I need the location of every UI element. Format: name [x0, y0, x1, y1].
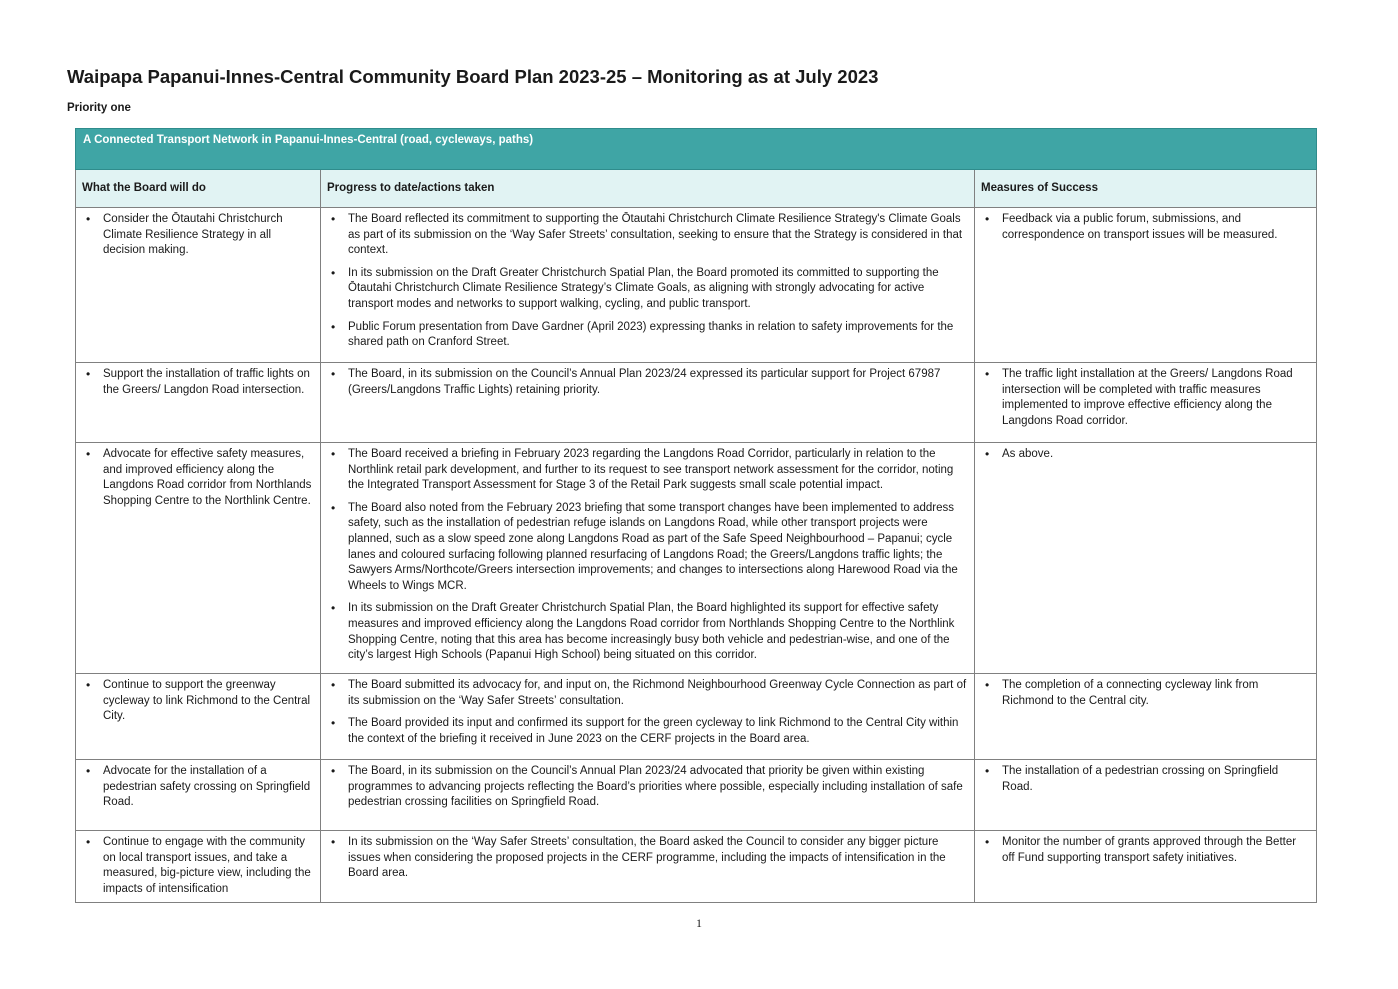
- bullet-list: [327, 678, 968, 747]
- bullet-list: [327, 764, 968, 811]
- bullet-list: [981, 764, 1310, 795]
- progress-cell: [321, 208, 975, 363]
- list-item: • In its submission on the ‘Way Safer Streets’ consultation, the Board asked the Council to consider any bigger picture issues when considering the proposed projects in the CERF programme, including the impacts of intensification in the Board area.: [327, 835, 968, 882]
- monitoring-table: [75, 128, 1317, 903]
- measures-cell: [975, 831, 1317, 903]
- table-row: [76, 831, 1317, 903]
- bullet-list: [981, 678, 1310, 709]
- list-item: • Monitor the number of grants approved through the Better off Fund supporting transport safety initiatives.: [981, 835, 1310, 866]
- bullet-list: [981, 212, 1310, 243]
- list-item: • The Board provided its input and confirmed its support for the green cycleway to link Richmond to the Central City within the context of the briefing it received in June 2023 on the CERF projects in the Board area.: [327, 716, 968, 747]
- list-item: • Advocate for the installation of a pedestrian safety crossing on Springfield Road.: [82, 764, 314, 811]
- measures-cell: [975, 760, 1317, 831]
- what-cell: [76, 760, 321, 831]
- list-item: • The installation of a pedestrian crossing on Springfield Road.: [981, 764, 1310, 795]
- table-row: [76, 674, 1317, 760]
- what-cell: [76, 443, 321, 674]
- list-item: • Continue to support the greenway cycleway to link Richmond to the Central City.: [82, 678, 314, 725]
- bullet-list: [327, 212, 968, 351]
- progress-cell: [321, 831, 975, 903]
- column-header-progress: Progress to date/actions taken: [321, 170, 975, 208]
- list-item: • The Board, in its submission on the Council’s Annual Plan 2023/24 advocated that priority be given within existing programmes to advancing projects reflecting the Board’s priorities where possible, especially including installation of safe pedestrian crossing facilities on Springfield Road.: [327, 764, 968, 811]
- bullet-list: [981, 367, 1310, 429]
- list-item: • In its submission on the Draft Greater Christchurch Spatial Plan, the Board highlighted its support for effective safety measures and improved efficiency along the Langdons Road corridor from Northlands Shopping Centre to the Northlink Shopping Centre, noting that this area has become increasingly busy both vehicle and pedestrian-wise, and one of the city’s largest High Schools (Papanui High School) being situated on this corridor.: [327, 601, 968, 663]
- progress-cell: [321, 363, 975, 443]
- list-item: • The Board, in its submission on the Council’s Annual Plan 2023/24 expressed its particular support for Project 67987 (Greers/Langdons Traffic Lights) retaining priority.: [327, 367, 968, 398]
- table-row: [76, 208, 1317, 363]
- progress-cell: [321, 674, 975, 760]
- bullet-list: [327, 835, 968, 882]
- progress-cell: [321, 443, 975, 674]
- page-number: 1: [696, 916, 702, 930]
- list-item: • The completion of a connecting cycleway link from Richmond to the Central city.: [981, 678, 1310, 709]
- table-banner: A Connected Transport Network in Papanui-Innes-Central (road, cycleways, paths): [76, 129, 1317, 170]
- section-subtitle: Priority one: [67, 102, 131, 114]
- list-item: • The Board also noted from the February 2023 briefing that some transport changes have been implemented to address safety, such as the installation of pedestrian refuge islands on Langdons Road, while other transport projects were planned, such as a slow speed zone along Langdons Road as part of the Safe Speed Neighbourhood – Papanui; cycle lanes and coloured surfacing following planned resurfacing of Langdons Road; the Greers/Langdons traffic lights; the Sawyers Arms/Northcote/Greers intersection improvements; and changes to intersections along Harewood Road via the Wheels to Wings MCR.: [327, 501, 968, 595]
- what-cell: [76, 363, 321, 443]
- what-cell: [76, 208, 321, 363]
- table-row: [76, 363, 1317, 443]
- what-cell: [76, 674, 321, 760]
- what-cell: [76, 831, 321, 903]
- table-row: [76, 443, 1317, 674]
- list-item: • Consider the Ōtautahi Christchurch Climate Resilience Strategy in all decision making.: [82, 212, 314, 259]
- list-item: • The traffic light installation at the Greers/ Langdons Road intersection will be completed with traffic measures implemented to improve effective efficiency along the Langdons Road corridor.: [981, 367, 1310, 429]
- bullet-list: [82, 764, 314, 811]
- bullet-list: [327, 447, 968, 664]
- page-title: Waipapa Papanui-Innes-Central Community Board Plan 2023-25 – Monitoring as at July 2023: [67, 66, 879, 87]
- list-item: • Support the installation of traffic lights on the Greers/ Langdon Road intersection.: [82, 367, 314, 398]
- column-header-what: What the Board will do: [76, 170, 321, 208]
- list-item: • The Board submitted its advocacy for, and input on, the Richmond Neighbourhood Greenway Cycle Connection as part of its submission on the ‘Way Safer Streets’ consultation.: [327, 678, 968, 709]
- table-body: [76, 208, 1317, 903]
- list-item: • Public Forum presentation from Dave Gardner (April 2023) expressing thanks in relation to safety improvements for the shared path on Cranford Street.: [327, 320, 968, 351]
- list-item: • Feedback via a public forum, submissions, and correspondence on transport issues will be measured.: [981, 212, 1310, 243]
- measures-cell: [975, 443, 1317, 674]
- measures-cell: [975, 363, 1317, 443]
- list-item: • In its submission on the Draft Greater Christchurch Spatial Plan, the Board promoted its committed to supporting the Ōtautahi Christchurch Climate Resilience Strategy’s Climate Goals, as aligning with strongly advocating for active transport modes and networks to support walking, cycling, and public transport.: [327, 266, 968, 313]
- list-item: • Continue to engage with the community on local transport issues, and take a measured, big-picture view, including the impacts of intensification: [82, 835, 314, 897]
- bullet-list: [82, 367, 314, 398]
- bullet-list: [82, 678, 314, 725]
- measures-cell: [975, 208, 1317, 363]
- list-item: • The Board reflected its commitment to supporting the Ōtautahi Christchurch Climate Resilience Strategy's Climate Goals as part of its submission on the ‘Way Safer Streets’ consultation, seeking to ensure that the Strategy is considered in that context.: [327, 212, 968, 259]
- list-item: • Advocate for effective safety measures, and improved efficiency along the Langdons Road corridor from Northlands Shopping Centre to the Northlink Centre.: [82, 447, 314, 509]
- list-item: • The Board received a briefing in February 2023 regarding the Langdons Road Corridor, particularly in relation to the Northlink retail park development, and further to its request to see transport network assessment for the corridor, noting the Integrated Transport Assessment for Stage 3 of the Retail Park suggests small scale potential impact.: [327, 447, 968, 494]
- bullet-list: [82, 212, 314, 259]
- column-header-measures: Measures of Success: [975, 170, 1317, 208]
- bullet-list: [82, 447, 314, 509]
- list-item: • As above.: [981, 447, 1310, 463]
- bullet-list: [82, 835, 314, 897]
- table-row: [76, 760, 1317, 831]
- progress-cell: [321, 760, 975, 831]
- bullet-list: [981, 835, 1310, 866]
- measures-cell: [975, 674, 1317, 760]
- bullet-list: [981, 447, 1310, 463]
- bullet-list: [327, 367, 968, 398]
